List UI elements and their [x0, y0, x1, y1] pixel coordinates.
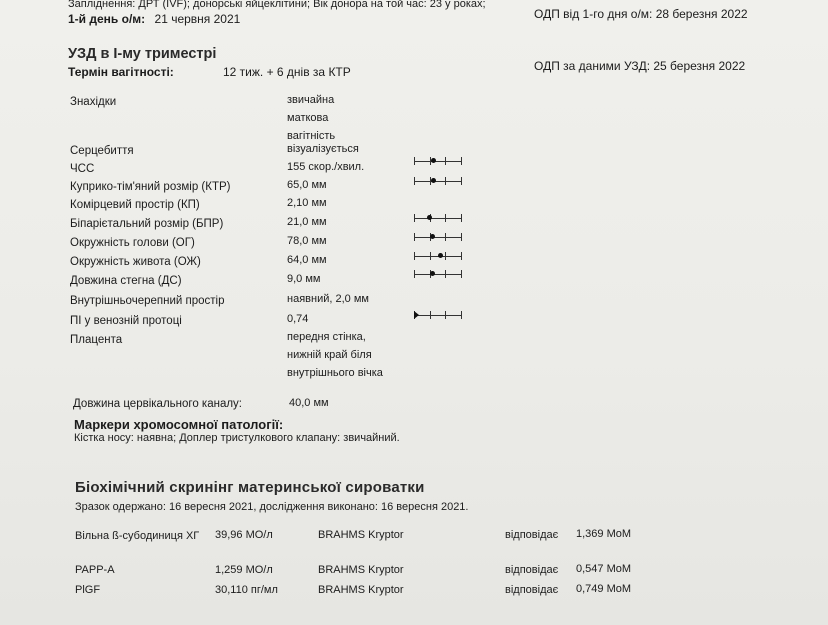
- range-marker: [431, 178, 436, 183]
- finding-label: ПІ у венозній протоці: [70, 315, 182, 327]
- range-tick: [445, 233, 446, 241]
- finding-value: 64,0 мм: [287, 254, 327, 266]
- finding-label: Комірцевий простір (КП): [70, 199, 200, 211]
- range-tick: [461, 233, 462, 241]
- range-bar: [414, 274, 462, 275]
- finding-label: Біпарієтальний розмір (БПР): [70, 218, 224, 230]
- range-marker: [427, 215, 432, 220]
- bio-sample-info: Зразок одержано: 16 вересня 2021, дослідження виконано: 16 вересня 2021.: [75, 501, 469, 513]
- finding-value: візуалізується: [287, 143, 359, 155]
- bio-name: PlGF: [75, 584, 101, 596]
- range-tick: [461, 270, 462, 278]
- finding-value: 65,0 мм: [287, 179, 327, 191]
- range-bar: [414, 218, 462, 219]
- finding-label: Довжина цервікального каналу:: [73, 398, 243, 410]
- edd-us: ОДП за даними УЗД: 25 березня 2022: [534, 59, 746, 73]
- bio-value: 39,96 МО/л: [215, 529, 273, 541]
- markers-title: Маркери хромосомної патології:: [74, 417, 284, 432]
- bio-section-title: Біохімічний скринінг материнської сироватки: [75, 479, 425, 496]
- range-tick: [445, 311, 446, 319]
- range-tick: [414, 252, 415, 260]
- range-indicator: [414, 270, 462, 278]
- range-tick: [414, 270, 415, 278]
- finding-label: Внутрішньочерепний простір: [70, 295, 225, 307]
- bio-mom: 1,369 MoM: [576, 528, 632, 540]
- range-indicator: [414, 157, 462, 165]
- finding-label: Окружність голови (ОГ): [70, 237, 195, 249]
- finding-label: ЧСС: [70, 163, 95, 175]
- bio-name: Вільна ß-субодиниця ХГ: [75, 530, 200, 542]
- range-indicator: [414, 252, 462, 260]
- finding-value: 21,0 мм: [287, 216, 327, 228]
- term-label: Термін вагітності:: [68, 65, 174, 79]
- finding-value: 0,74: [287, 313, 309, 325]
- range-bar: [414, 315, 462, 316]
- range-indicator: [414, 177, 462, 185]
- lmp-label: 1-й день о/м:: [68, 12, 146, 26]
- range-indicator: [414, 311, 462, 319]
- bio-name: PAPP-A: [75, 564, 115, 576]
- range-tick: [414, 214, 415, 222]
- finding-label: Плацента: [70, 334, 123, 346]
- range-tick: [414, 233, 415, 241]
- range-bar: [414, 161, 462, 162]
- bio-status: відповідає: [505, 584, 559, 596]
- range-tick: [461, 157, 462, 165]
- range-bar: [414, 181, 462, 182]
- range-tick: [461, 311, 462, 319]
- finding-label: Серцебиття: [70, 145, 134, 157]
- finding-label: Довжина стегна (ДС): [70, 275, 182, 287]
- edd-lmp: ОДП від 1-го дня о/м: 28 березня 2022: [534, 7, 748, 21]
- range-tick: [461, 252, 462, 260]
- range-tick: [445, 214, 446, 222]
- range-tick: [414, 157, 415, 165]
- bio-status: відповідає: [505, 564, 559, 576]
- finding-label: Окружність живота (ОЖ): [70, 256, 201, 268]
- range-marker: [414, 311, 419, 319]
- bio-mom: 0,749 MoM: [576, 583, 632, 595]
- us-section-title: УЗД в І-му триместрі: [68, 46, 217, 62]
- markers-text: Кістка носу: наявна; Доплер тристулкового клапану: звичайний.: [74, 432, 400, 444]
- term-value: 12 тиж. + 6 днів за КТР: [223, 65, 351, 79]
- finding-value: 78,0 мм: [287, 235, 327, 247]
- range-tick: [430, 311, 431, 319]
- range-marker: [431, 158, 436, 163]
- range-tick: [414, 177, 415, 185]
- finding-value: звичайна маткова вагітність: [287, 94, 336, 142]
- lmp-date: 21 червня 2021: [154, 12, 241, 26]
- range-tick: [461, 214, 462, 222]
- range-tick: [445, 270, 446, 278]
- finding-value: 155 скор./хвил.: [287, 161, 365, 173]
- bio-method: BRAHMS Kryptor: [318, 584, 404, 596]
- bio-mom: 0,547 MoM: [576, 563, 632, 575]
- range-bar: [414, 237, 462, 238]
- bio-method: BRAHMS Kryptor: [318, 529, 404, 541]
- range-marker: [430, 271, 435, 276]
- range-tick: [461, 177, 462, 185]
- finding-value: 2,10 мм: [287, 197, 327, 209]
- finding-value: передня стінка, нижній край біля внутрішнього вічка: [287, 331, 383, 379]
- range-tick: [445, 157, 446, 165]
- range-tick: [445, 252, 446, 260]
- finding-value: 40,0 мм: [289, 397, 329, 409]
- bio-value: 1,259 МО/л: [215, 564, 273, 576]
- range-marker: [430, 234, 435, 239]
- finding-label: Знахідки: [70, 96, 117, 108]
- bio-status: відповідає: [505, 529, 559, 541]
- finding-value: наявний, 2,0 мм: [287, 293, 369, 305]
- finding-label: Куприко-тім'яний розмір (КТР): [70, 181, 231, 193]
- range-marker: [438, 253, 443, 258]
- range-indicator: [414, 214, 462, 222]
- lmp-line: [68, 12, 240, 26]
- bio-value: 30,110 пг/мл: [215, 584, 278, 596]
- bio-method: BRAHMS Kryptor: [318, 564, 404, 576]
- range-tick: [445, 177, 446, 185]
- range-tick: [430, 252, 431, 260]
- finding-value: 9,0 мм: [287, 273, 321, 285]
- conception-line: Запліднення: ДРТ (IVF); донорські яйцеклітини; Вік донора на той час: 23 у роках;: [68, 0, 486, 10]
- range-indicator: [414, 233, 462, 241]
